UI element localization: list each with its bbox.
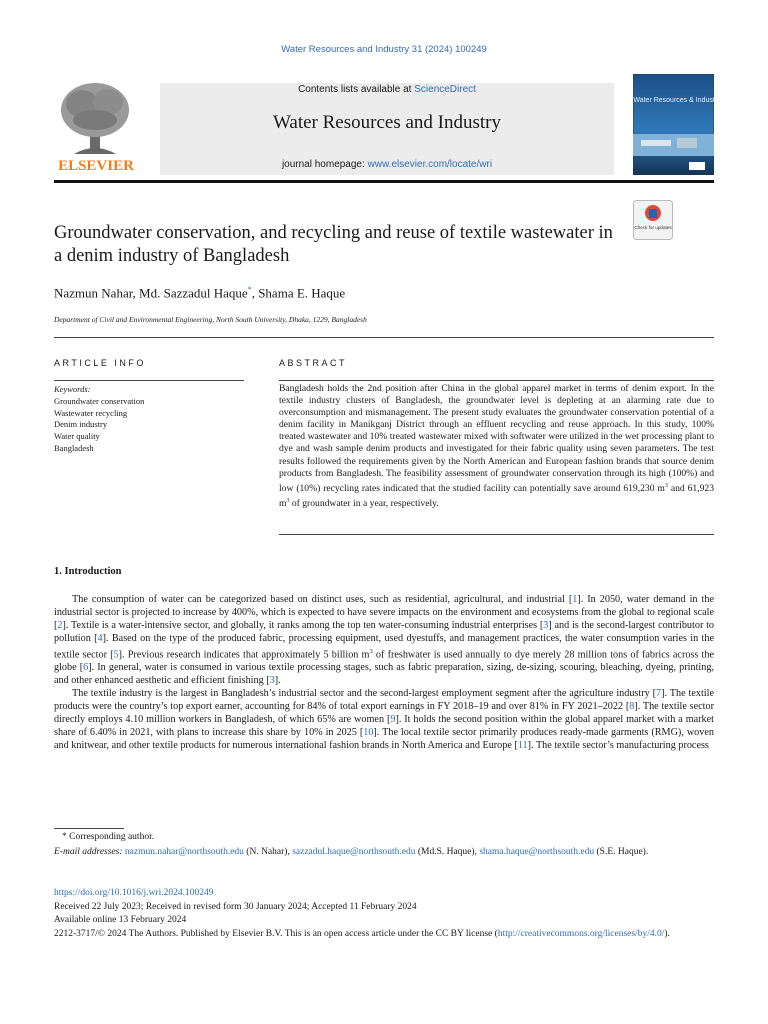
keyword-item: Denim industry — [54, 419, 108, 430]
text: The consumption of water can be categorized based on distinct uses, such as residential, agricultural, and industrial [ — [72, 594, 573, 605]
email-link-3[interactable]: shama.haque@northsouth.edu — [479, 847, 595, 857]
email-addresses — [54, 846, 714, 859]
journal-cover-image[interactable] — [633, 74, 714, 175]
elsevier-wordmark: ELSEVIER — [58, 158, 134, 174]
contents-line — [160, 84, 614, 95]
superscript: 3 — [286, 498, 290, 505]
ref-link[interactable]: 2 — [57, 619, 63, 631]
cover-title-text: Water Resources & Industry — [633, 97, 714, 104]
text: ]. The textile sector directly employs 4.10 million workers in Bangladesh, of which 65% are women [ — [54, 701, 714, 725]
check-updates-icon — [633, 200, 673, 240]
ref-link[interactable]: 3 — [543, 619, 549, 631]
keywords-label: Keywords: — [54, 384, 91, 394]
paragraph-1 — [54, 594, 714, 688]
author-3[interactable]: Shama E. Haque — [258, 285, 346, 301]
ref-link[interactable]: 10 — [363, 726, 374, 738]
email-link-2[interactable]: sazzadul.haque@northsouth.edu — [292, 847, 416, 857]
paper-title: Groundwater conservation, and recycling and reuse of textile wastewater in a denim industry of Bangladesh — [54, 223, 613, 266]
keyword-item: Bangladesh — [54, 442, 94, 453]
ref-link[interactable]: 3 — [269, 675, 275, 687]
ref-link[interactable]: 6 — [83, 662, 89, 674]
text: ]. The textile products were the country’s top export earner, accounting for 84% of total export earnings in FY 2018–19 and over 81% in FY 2021–2022 [ — [54, 688, 714, 713]
article-info-rule — [54, 380, 244, 381]
author-1[interactable]: Nazmun Nahar — [54, 285, 133, 301]
journal-cover-icon — [633, 74, 714, 175]
text: ]. — [274, 675, 281, 687]
text: ]. Previous research indicates that approximately 5 billion m — [118, 649, 370, 661]
elsevier-logo — [54, 80, 138, 174]
abstract-text — [279, 383, 714, 510]
journal-citation[interactable]: Water Resources and Industry 31 (2024) 100249 — [281, 44, 487, 55]
email-link-1[interactable]: nazmun.nahar@northsouth.edu — [124, 847, 244, 857]
abstract-part: of groundwater in a year, respectively. — [289, 498, 439, 510]
ref-link[interactable]: 11 — [517, 739, 528, 751]
ref-link[interactable]: 7 — [656, 688, 662, 700]
sciencedirect-link[interactable]: ScienceDirect — [414, 84, 476, 95]
ref-link[interactable]: 5 — [113, 649, 119, 661]
keyword-item: Water quality — [54, 431, 100, 442]
abstract-heading: ABSTRACT — [279, 358, 348, 368]
keywords-list — [54, 384, 244, 455]
footnote-rule — [54, 828, 124, 829]
section-heading-introduction: 1. Introduction — [54, 566, 122, 577]
ref-link[interactable]: 9 — [390, 713, 396, 725]
text: ]. In general, water is consumed in various textile processing stages, such as fabric preparation, sizing, de-sizing, scouring, bleaching, dyeing, printing, and other enhanced aesthetic and efficient finishing [ — [54, 662, 714, 687]
text: 2212-3717/© 2024 The Authors. Published by Elsevier B.V. This is an open access article under the CC BY license ( — [54, 929, 498, 939]
text: (Md.S. Haque), — [415, 847, 480, 857]
keyword-item: Groundwater conservation — [54, 395, 145, 406]
text: of freshwater is used annually to dye merely 28 million tons of fabrics across the globe [ — [54, 649, 714, 674]
homepage-prefix: journal homepage: — [281, 159, 368, 170]
superscript: 3 — [664, 482, 668, 489]
corresponding-author-note: * Corresponding author. — [62, 832, 155, 842]
header-rule — [54, 180, 714, 183]
license-statement — [54, 928, 714, 941]
affiliation: Department of Civil and Environmental Engineering, North South University, Dhaka, 1229, Bangladesh — [54, 315, 367, 324]
author-2[interactable]: Md. Sazzadul Haque — [139, 285, 248, 301]
paragraph-2 — [54, 688, 714, 753]
elsevier-tree-icon — [54, 80, 138, 174]
abstract-part: and 61,923 m — [279, 482, 714, 510]
ref-link[interactable]: 1 — [572, 594, 578, 605]
corresponding-mark[interactable]: * — [247, 285, 252, 294]
text: ]. Based on the type of the produced fabric, processing equipment, used dyestuffs, and management practices, the water consumption varies in the textile sector [ — [54, 632, 714, 661]
text: (S.E. Haque). — [594, 847, 649, 857]
homepage-link[interactable]: www.elsevier.com/locate/wri — [367, 159, 493, 170]
text: ] and is the second-largest contributor to pollution [ — [54, 619, 715, 644]
article-info-heading: ARTICLE INFO — [54, 358, 146, 368]
text: ]. Textile is a water-intensive sector, and globally, it ranks among the top ten water-consuming industrial enterprises [ — [62, 619, 544, 631]
online-date: Available online 13 February 2024 — [54, 915, 187, 925]
doi-link[interactable]: https://doi.org/10.1016/j.wri.2024.100249 — [54, 888, 214, 898]
abstract-end-rule — [279, 534, 714, 535]
author-list: Nazmun Nahar, Md. Sazzadul Haque*, Shama E. Haque — [54, 285, 346, 301]
license-link[interactable]: http://creativecommons.org/licenses/by/4.0/ — [497, 929, 665, 939]
received-dates: Received 22 July 2023; Received in revised form 30 January 2024; Accepted 11 February 2024 — [54, 902, 417, 912]
homepage-line — [160, 159, 614, 170]
superscript: 3 — [369, 647, 373, 655]
text: ). — [664, 929, 670, 939]
keyword-item: Wastewater recycling — [54, 407, 128, 418]
ref-link[interactable]: 8 — [629, 701, 635, 713]
ref-link[interactable]: 4 — [97, 632, 103, 644]
text: (N. Nahar), — [243, 847, 293, 857]
text: The textile industry is the largest in Bangladesh’s industrial sector and the second-largest employment segment after the agriculture industry [ — [72, 688, 657, 700]
contents-prefix: Contents lists available at — [298, 84, 415, 95]
check-updates-label: Check for updates — [634, 225, 672, 230]
text: ]. In 2050, water demand in the industrial sector is projected to increase by 400%, which is expected to have severe impacts on the environment and ecosystems from the global to regional scale [ — [54, 594, 714, 631]
introduction-body — [54, 594, 714, 753]
check-for-updates-button[interactable] — [633, 200, 673, 240]
abstract-part: Bangladesh holds the 2nd position after China in the global apparel market in terms of denim export. In the textile industry clusters of Bangladesh, the groundwater level is depleting at an alarming rate due to overconsumption and mismanagement. The present study evaluates the groundwater conservation potential of a denim facility in Manikganj District through an effluent recycling and reuse approach. In this study, 100% treated wastewater and 10% treated wastewater mixed with softwater were utilized in the wet processing plant to dye and wash sample denim products and investigated for their fabric quality using seven parameters. The test results followed the requirements given by the North American and European fashion brands that source denim products from Bangladesh. The feasibility assessment of groundwater conservation through its high (100%) and low (10%) recycling rates indicated that the studied facility can potentially save around 619,230 m — [279, 383, 714, 494]
text: ]. The textile sector’s manufacturing process — [527, 739, 709, 751]
text: ]. It holds the second position within the global apparel market with a market share of 6.40% in 2021, with plans to increase this share by 10% in 2025 [ — [54, 713, 714, 738]
journal-title: Water Resources and Industry — [273, 112, 501, 133]
abstract-rule — [279, 380, 714, 381]
title-rule — [54, 337, 714, 338]
text: ]. The local textile sector primarily produces ready-made garments (RMG), woven and knitwear, and other textile products for numerous international fashion brands in North America and Europe [ — [54, 726, 714, 751]
email-label: E-mail addresses: — [54, 847, 125, 857]
